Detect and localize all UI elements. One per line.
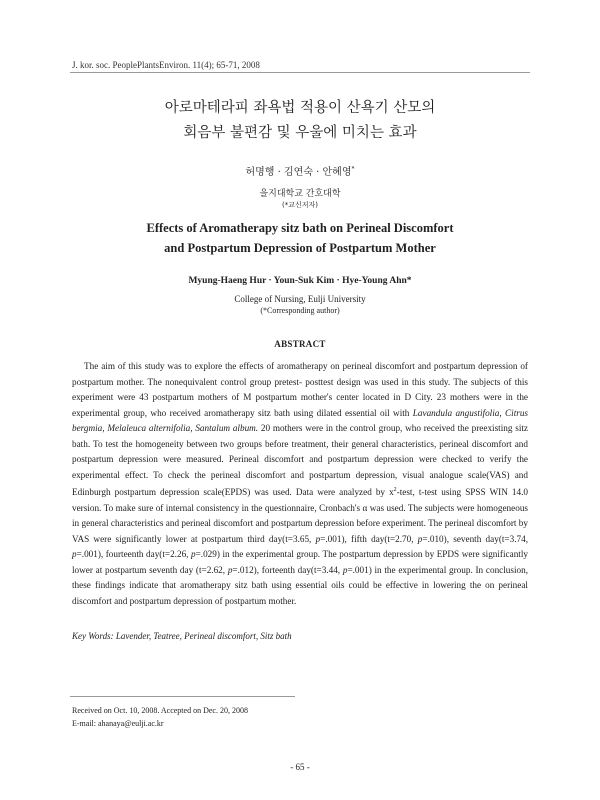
footnote-rule [70, 696, 295, 697]
korean-affiliation: 을지대학교 간호대학 [259, 189, 341, 199]
abstract-part-7: =.029) in the experimental group. The postpartum depression by EPDS were significantly lower at postpartum seventh day (t=2.62, [72, 549, 528, 575]
abstract-part-9: =.001) in the experimental group. In conclusion, these findings indicate that aromatherapy sitz bath using essential oils could be effective in lowering the on perineal discomfort and postpartum depression of postpartum mother. [72, 564, 528, 606]
p-value-2: p [417, 533, 423, 544]
abstract-part-5: =.010), seventh day(t=3.74, [422, 533, 528, 544]
journal-citation: J. kor. soc. PeoplePlantsEnviron. 11(4); 65-71, 2008 [72, 60, 260, 70]
abstract-part-6: =.001), fourteenth day(t=2.26, [76, 549, 191, 560]
english-affiliation: College of Nursing, Eulji University [234, 294, 366, 304]
corresponding-mark: * [351, 165, 355, 173]
page-number: - 65 - [290, 762, 310, 772]
abstract-part-4: =.001), fifth day(t=2.70, [320, 533, 418, 544]
english-corresponding-note: (*Corresponding author) [260, 306, 340, 315]
english-title-line-2: and Postpartum Depression of Postpartum Mother [164, 241, 436, 255]
abstract-part-3: -test, t-test using SPSS WIN 14.0 version. To make sure of internal consistency in the questionnaire, Cronbach's α was used. The subjects were homogeneous in general characteristics and perineal discomfort and postpartum depression before experiment. The perineal discomfort by VAS were significantly lower at postpartum third day(t=3.65, [72, 487, 528, 544]
p-value-3: p [72, 549, 77, 560]
abstract-part-8: =.012), forteenth day(t=3.44, [232, 564, 343, 575]
korean-author-names: 허명행 · 김연숙 · 안혜영 [245, 167, 352, 178]
korean-title-line-1: 아로마테라피 좌욕법 적용이 산욕기 산모의 [164, 100, 436, 116]
english-title-line-1: Effects of Aromatherapy sitz bath on Perineal Discomfort [146, 221, 454, 235]
korean-title-line-2: 회음부 불편감 및 우울에 미치는 효과 [183, 125, 417, 141]
p-value-1: p [315, 533, 321, 544]
received-date: Received on Oct. 10, 2008. Accepted on Dec. 20, 2008 [72, 706, 248, 715]
p-value-4: p [191, 549, 196, 560]
abstract-text [72, 359, 528, 609]
header-rule [70, 72, 530, 73]
english-title [0, 218, 600, 258]
english-authors: Myung-Haeng Hur · Youn-Suk Kim · Hye-Young Ahn* [188, 276, 412, 286]
contact-email: E-mail: ahanaya@eulji.ac.kr [72, 719, 164, 728]
keywords: Key Words: Lavender, Teatree, Perineal discomfort, Sitz bath [72, 631, 292, 641]
abstract-heading: ABSTRACT [274, 339, 326, 349]
p-value-5: p [227, 564, 233, 575]
korean-title [0, 96, 600, 146]
korean-corresponding-note: (*교신저자) [281, 201, 318, 209]
abstract-part-1: The aim of this study was to explore the effects of aromatherapy on perineal discomfort and postpartum depression of postpartum mother. The nonequivalent control group pretest- posttest design was used in this study. The subjects of this experiment were 43 postpartum mothers of M postpartum mother's center located in D City. 23 mothers were in the experimental group, who received aromatherapy sitz bath using dilated essential oil with [72, 361, 528, 418]
abstract-part-2: 20 mothers were in the control group, who received the preexisting sitz bath. To test the homogeneity between two groups before treatment, their general characteristics, perineal discomfort and postpartum depression were measured. Perineal discomfort and postpartum depression were checked to verify the experimental effect. To check the perineal discomfort and postpartum depression, visual analogue scale(VAS) and Edinburgh postpartum depression scale(EPDS) was used. Data were analyzed by x [72, 423, 528, 498]
chi-square-exponent: 2 [393, 487, 397, 493]
p-value-6: p [342, 564, 348, 575]
korean-authors [0, 163, 600, 178]
species-list: Lavandula angustifolia, Citrus bergmia, Melaleuca alternifolia, Santalum album. [72, 407, 529, 433]
